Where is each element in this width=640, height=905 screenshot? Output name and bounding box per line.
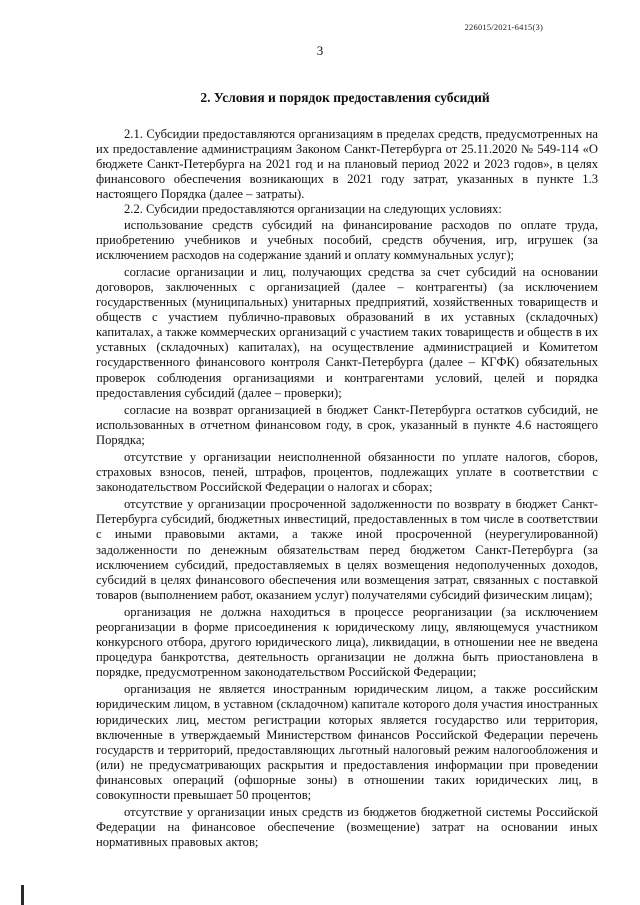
condition-item: согласие организации и лиц, получающих средства за счет субсидий на основании договоров, заключенных с организацией (далее – контрагенты) (за исключением государственных (муниципальных) унитарных предприятий, хозяйственных товариществ и обществ с участием публично-правовых образований в их уставных (складочных) капиталах, а также коммерческих организаций с участием таких товариществ и обществ в их уставных (складочных) капиталах), на осуществление администрацией и Комитетом государственного финансового контроля Санкт-Петербурга (далее – КГФК) обязательных проверок соблюдения организациями и контрагентами условий, целей и порядка предоставления субсидий (далее – проверки);	[96, 264, 598, 400]
section-body	[96, 127, 598, 850]
condition-item: отсутствие у организации иных средств из бюджетов бюджетной системы Российской Федерации на финансовое обеспечение (возмещение) затрат на основании иных нормативных правовых актов;	[96, 805, 598, 850]
condition-item: организация не должна находиться в процессе реорганизации (за исключением реорганизации в форме присоединения к юридическому лицу, являющемуся участником конкурсного отбора, другого юридического лица), ликвидации, в отношении нее не введена процедура банкротства, деятельность организации не должна быть приостановлена в порядке, предусмотренном законодательством Российской Федерации;	[96, 604, 598, 680]
page-number: 3	[316, 43, 324, 58]
document-registration-number: 226015/2021-6415(3)	[464, 22, 543, 32]
scan-edge-mark	[21, 885, 24, 905]
paragraph-2-2: 2.2. Субсидии предоставляются организации на следующих условиях:	[124, 202, 502, 217]
condition-item: отсутствие у организации просроченной задолженности по возврату в бюджет Санкт-Петербурга субсидий, бюджетных инвестиций, предоставленных в том числе в соответствии с иными правовыми актами, а также иной просроченной (неурегулированной) задолженности по денежным обязательствам перед бюджетом Санкт-Петербурга (за исключением субсидий, предоставляемых в целях возмещения недополученных доходов, субсидий в целях финансового обеспечения или возмещения затрат, связанных с поставкой товаров (выполнением работ, оказанием услуг) получателями субсидий физическим лицам);	[96, 497, 598, 602]
section-title: 2. Условия и порядок предоставления субсидий	[200, 90, 490, 105]
condition-item: согласие на возврат организацией в бюджет Санкт-Петербурга остатков субсидий, не использованных в отчетном финансовом году, в срок, указанный в пункте 4.6 настоящего Порядка;	[96, 402, 598, 447]
condition-item: использование средств субсидий на финансирование расходов по оплате труда, приобретению учебников и учебных пособий, средств обучения, игр, игрушек (за исключением расходов на содержание зданий и оплату коммунальных услуг);	[96, 217, 598, 262]
paragraph-2-1: 2.1. Субсидии предоставляются организациям в пределах средств, предусмотренных на их предоставление администрациям Законом Санкт-Петербурга от 25.11.2020 № 549-114 «О бюджете Санкт-Петербурга на 2021 год и на плановый период 2022 и 2023 годов», в целях финансового обеспечения возникающих в 2021 году затрат, указанных в пункте 1.3 настоящего Порядка (далее – затраты).	[96, 127, 598, 202]
condition-item: отсутствие у организации неисполненной обязанности по уплате налогов, сборов, страховых взносов, пеней, штрафов, процентов, подлежащих уплате в соответствии с законодательством Российской Федерации о налогах и сборах;	[96, 449, 598, 495]
condition-item: организация не является иностранным юридическим лицом, а также российским юридическим лицом, в уставном (складочном) капитале которого доля участия иностранных юридических лиц, местом регистрации которых является государство или территория, включенные в утверждаемый Министерством финансов Российской Федерации перечень государств и территорий, предоставляющих льготный налоговый режим налогообложения и (или) не предусматривающих раскрытия и предоставления информации при проведении финансовых операций (офшорные зоны) в отношении таких юридических лиц, в совокупности превышает 50 процентов;	[96, 682, 598, 803]
